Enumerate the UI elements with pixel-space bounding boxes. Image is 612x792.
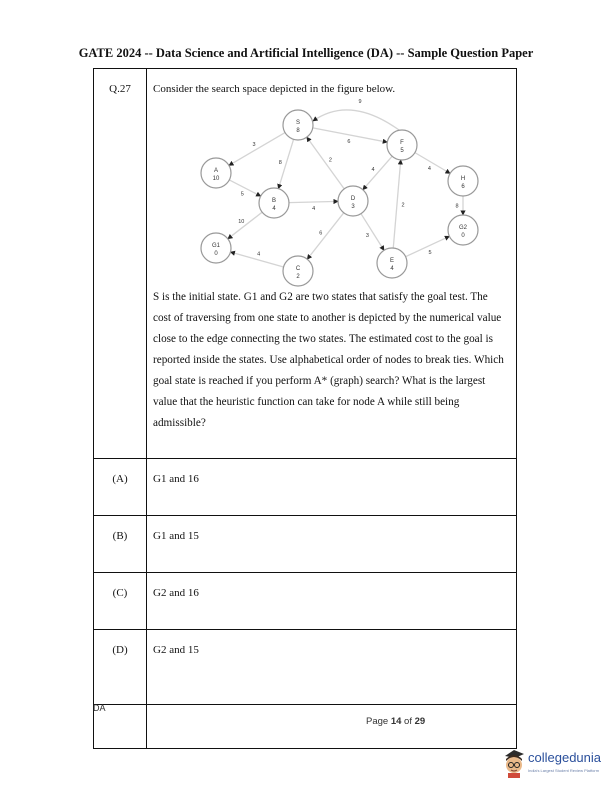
mascot-icon [502, 748, 526, 778]
option-label: (C) [94, 573, 147, 630]
edge-cost-label: 6 [319, 230, 323, 237]
question-table [93, 68, 517, 749]
graph-node-B [259, 188, 289, 218]
option-text[interactable]: G1 and 16 [147, 459, 517, 516]
page-of: of [404, 716, 412, 727]
collegedunia-logo [502, 748, 612, 782]
blank-row [94, 705, 517, 749]
search-space-graph [173, 99, 483, 280]
node-name: D [350, 196, 356, 202]
graph-node-G2 [448, 215, 478, 245]
node-heuristic: 3 [351, 204, 355, 210]
document-header: GATE 2024 -- Data Science and Artificial Intelligence (DA) -- Sample Question Paper [78, 46, 534, 60]
node-name: B [271, 198, 277, 204]
question-stem-row [94, 69, 517, 459]
edge-cost-label: 4 [371, 167, 375, 174]
option-row-d[interactable] [94, 630, 517, 705]
option-label: (A) [94, 459, 147, 516]
graph-edge-D-E [361, 214, 384, 251]
graph-edge-F-D [363, 156, 392, 189]
logo-tagline: India's Largest Student Review Platform [528, 768, 600, 773]
edge-cost-label: 3 [252, 141, 256, 148]
edge-cost-label: 4 [427, 166, 431, 173]
graph-node-D [338, 186, 368, 216]
node-heuristic: 5 [400, 148, 404, 154]
node-name: G1 [211, 243, 221, 249]
node-heuristic: 0 [214, 251, 218, 257]
graph-node-H [448, 166, 478, 196]
edge-cost-label: 9 [358, 99, 362, 105]
option-row-b[interactable] [94, 516, 517, 573]
question-intro: Consider the search space depicted in the figure below. [153, 83, 396, 95]
question-body [147, 69, 517, 459]
footer-subject-code: DA [93, 703, 106, 713]
page-prefix: Page [366, 716, 389, 727]
graph-edge-S-A [229, 133, 285, 166]
graph-node-E [377, 248, 407, 278]
graph-node-G1 [201, 233, 231, 263]
graph-edge-B-D [289, 201, 338, 202]
page-number [366, 716, 425, 727]
node-heuristic: 0 [461, 233, 465, 239]
question-paragraph: S is the initial state. G1 and G2 are two states that satisfy the goal test. The cost of traversing from one state to another is depicted by the numerical value close to the edge connecting the two states. The estimated cost to the goal is reported inside the states. Use alphabetical order of nodes to break ties. Which goal state is reached if you perform A* (graph) search? What is the largest value that the heuristic function can take for node A while still being admissible? [153, 291, 504, 429]
logo-name: collegedunia [528, 750, 602, 765]
option-label: (D) [94, 630, 147, 705]
node-heuristic: 8 [296, 128, 300, 134]
edge-cost-label: 4 [257, 251, 261, 258]
blank-cell [147, 705, 517, 749]
option-text[interactable]: G1 and 15 [147, 516, 517, 573]
edge-cost-label: 8 [455, 203, 459, 210]
edge-cost-label: 3 [365, 233, 369, 240]
node-heuristic: 2 [296, 274, 300, 280]
edge-cost-label: 6 [347, 138, 351, 145]
edge-cost-label: 2 [328, 157, 332, 164]
graph-edge-A-B [229, 180, 260, 196]
option-label: (B) [94, 516, 147, 573]
page-total: 29 [414, 716, 426, 727]
node-name: S [295, 120, 301, 126]
edge-cost-label: 4 [312, 205, 316, 212]
graph-edge-D-S [307, 137, 344, 189]
graph-edge-D-C [307, 213, 343, 259]
graph-edge-B-G1 [228, 212, 262, 239]
option-row-c[interactable] [94, 573, 517, 630]
node-name: G2 [458, 225, 468, 231]
question-number: Q.27 [94, 69, 147, 459]
graph-edge-E-F [393, 160, 400, 248]
node-name: H [460, 176, 466, 182]
node-heuristic: 6 [461, 184, 465, 190]
node-name: A [213, 168, 219, 174]
edge-cost-label: 10 [238, 218, 245, 225]
page-current: 14 [390, 716, 402, 727]
edge-cost-label: 5 [240, 191, 244, 198]
edge-cost-label: 5 [428, 249, 432, 256]
node-name: C [295, 266, 301, 272]
graph-node-A [201, 158, 231, 188]
node-name: F [400, 140, 404, 146]
graph-node-F [387, 130, 417, 160]
graph-edge-F-H [415, 153, 450, 174]
graph-edge-F-S [313, 110, 399, 130]
graph-node-C [283, 256, 313, 286]
graph-node-S [283, 110, 313, 140]
node-heuristic: 4 [390, 266, 394, 272]
node-heuristic: 4 [272, 206, 276, 212]
option-row-a[interactable] [94, 459, 517, 516]
edge-cost-label: 2 [401, 202, 405, 209]
option-text[interactable]: G2 and 16 [147, 573, 517, 630]
node-name: E [389, 258, 395, 264]
node-heuristic: 10 [212, 176, 220, 182]
option-text[interactable]: G2 and 15 [147, 630, 517, 705]
edge-cost-label: 8 [278, 160, 282, 167]
